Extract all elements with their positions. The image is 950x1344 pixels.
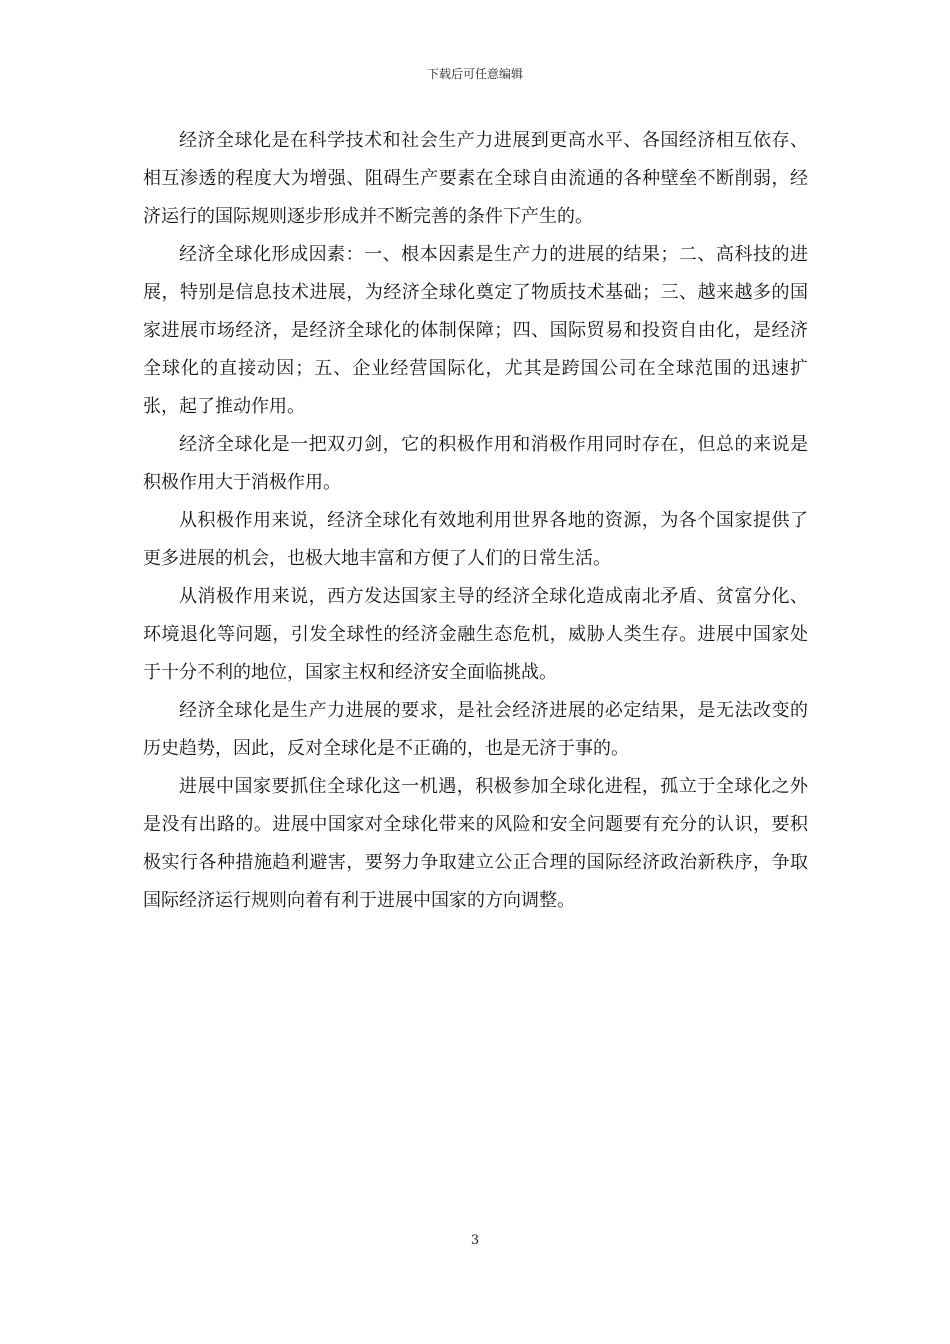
paragraph-positive-effects: 从积极作用来说，经济全球化有效地利用世界各地的资源，为各个国家提供了更多进展的机会，也极大地丰富和方便了人们的日常生活。 <box>143 510 808 569</box>
page-header: 下载后可任意编辑 <box>426 67 523 81</box>
paragraph-definition: 经济全球化是在科学技术和社会生产力进展到更高水平、各国经济相互依存、相互渗透的程度大为增强、阻碍生产要素在全球自由流通的各种壁垒不断削弱，经济运行的国际规则逐步形成并不断完善的条件下产生的。 <box>143 130 808 227</box>
paragraph-causes: 经济全球化形成因素：一、根本因素是生产力的进展的结果；二、高科技的进展，特别是信息技术进展，为经济全球化奠定了物质技术基础；三、越来越多的国家进展市场经济，是经济全球化的体制保障；四、国际贸易和投资自由化，是经济全球化的直接动因；五、企业经营国际化，尤其是跨国公司在全球范围的迅速扩张，起了推动作用。 <box>143 244 808 417</box>
paragraph-developing-countries: 进展中国家要抓住全球化这一机遇，积极参加全球化进程，孤立于全球化之外是没有出路的。进展中国家对全球化带来的风险和安全问题要有充分的认识，要积极实行各种措施趋利避害，要努力争取建立公正合理的国际经济政治新秩序，争取国际经济运行规则向着有利于进展中国家的方向调整。 <box>143 776 808 911</box>
page-number: 3 <box>470 1233 480 1248</box>
paragraph-negative-effects: 从消极作用来说，西方发达国家主导的经济全球化造成南北矛盾、贫富分化、环境退化等问题，引发全球性的经济金融生态危机，威胁人类生存。进展中国家处于十分不利的地位，国家主权和经济安全面临挑战。 <box>143 586 808 683</box>
body-text <box>143 122 808 920</box>
paragraph-double-edged: 经济全球化是一把双刃剑，它的积极作用和消极作用同时存在，但总的来说是积极作用大于消极作用。 <box>143 434 808 493</box>
paragraph-historical-trend: 经济全球化是生产力进展的要求，是社会经济进展的必定结果，是无法改变的历史趋势，因此，反对全球化是不正确的，也是无济于事的。 <box>143 700 808 759</box>
